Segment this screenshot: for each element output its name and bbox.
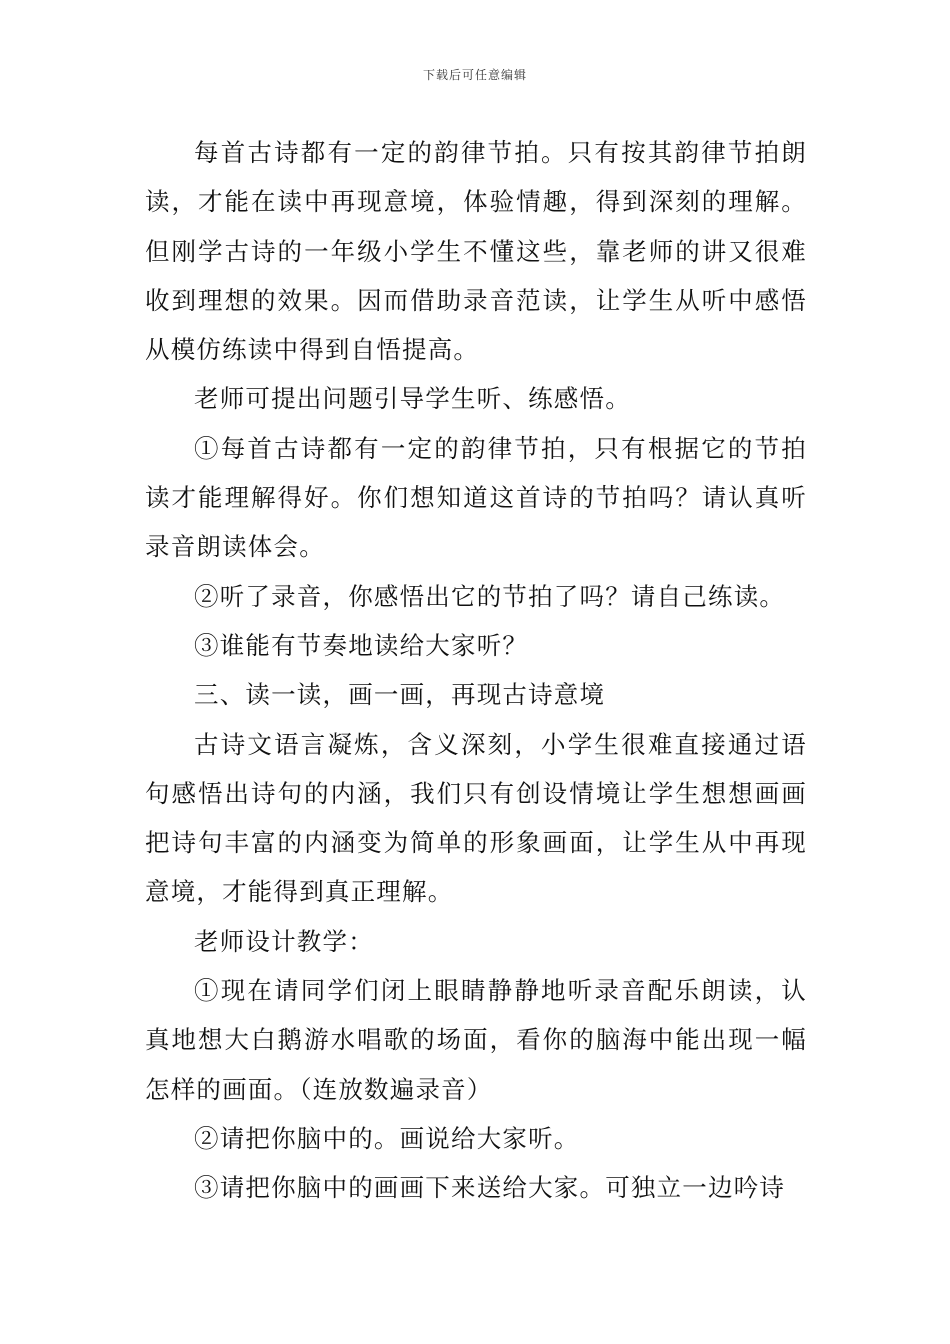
paragraph-rhythm-intro: 每首古诗都有一定的韵律节拍。只有按其韵律节拍朗读，才能在读中再现意境，体验情趣，得到深刻的理解。但刚学古诗的一年级小学生不懂这些，靠老师的讲又很难收到理想的效果。因而借助录音范读，让学生从听中感悟从模仿练读中得到自悟提高。 — [145, 138, 807, 365]
paragraph-design-step-2: ②请把你脑中的。画说给大家听。 — [194, 1123, 580, 1153]
section-heading-draw: 三、读一读，画一画，再现古诗意境 — [194, 680, 606, 710]
document-body — [145, 128, 807, 1213]
paragraph-design-step-3: ③请把你脑中的画画下来送给大家。可独立一边吟诗 — [194, 1173, 786, 1203]
paragraph-step-3-read-aloud: ③谁能有节奏地读给大家听？ — [194, 630, 529, 660]
paragraph-language-concise: 古诗文语言凝炼，含义深刻，小学生很难直接通过语句感悟出诗句的内涵，我们只有创设情境让学生想想画画把诗句丰富的内涵变为简单的形象画面，让学生从中再现意境，才能得到真正理解。 — [145, 729, 807, 907]
paragraph-teacher-questions: 老师可提出问题引导学生听、练感悟。 — [194, 384, 631, 414]
paragraph-teacher-design: 老师设计教学： — [194, 926, 374, 956]
paragraph-step-2-practice: ②听了录音，你感悟出它的节拍了吗？请自己练读。 — [194, 581, 786, 611]
paragraph-design-step-1: ①现在请同学们闭上眼睛静静地听录音配乐朗读，认真地想大白鹅游水唱歌的场面，看你的脑海中能出现一幅怎样的画面。（连放数遍录音） — [145, 976, 807, 1104]
paragraph-step-1-listen: ①每首古诗都有一定的韵律节拍，只有根据它的节拍读才能理解得好。你们想知道这首诗的节拍吗？请认真听录音朗读体会。 — [145, 433, 807, 562]
page-header: 下载后可任意编辑 — [422, 68, 527, 82]
